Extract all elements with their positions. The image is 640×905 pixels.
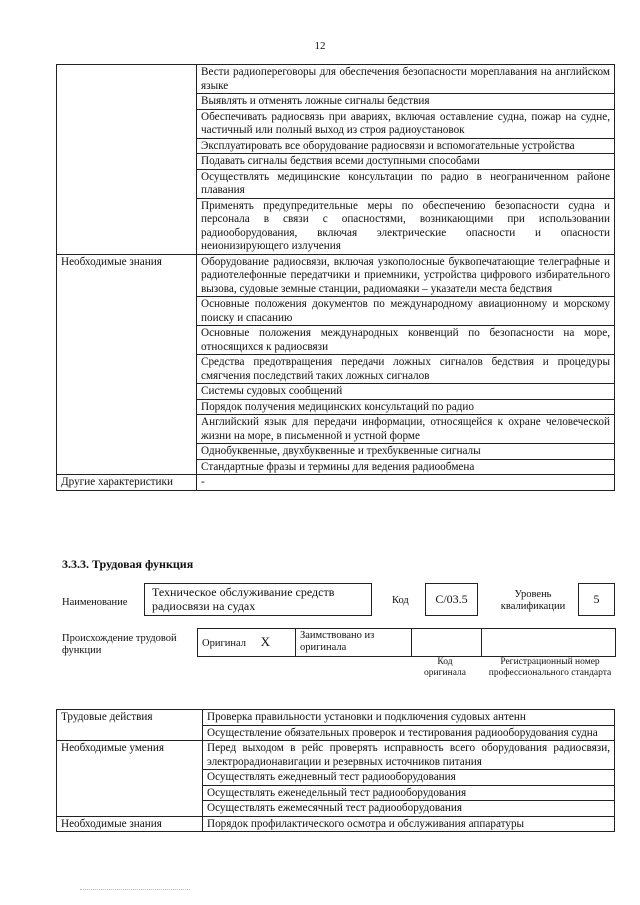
- level-value: 5: [593, 592, 600, 606]
- knowledge-row: [57, 254, 615, 297]
- skill-item: Эксплуатировать все оборудование радиосвязи и вспомогательные устройства: [197, 138, 615, 154]
- knowledge-label: Необходимые знания: [57, 816, 203, 832]
- skill-item: Выявлять и отменять ложные сигналы бедствия: [197, 94, 615, 110]
- skill-item: Перед выходом в рейс проверять исправность всего оборудования радиосвязи, электрорадионавигации и резервных источников питания: [203, 741, 615, 770]
- skill-item: Осуществлять ежедневный тест радиооборудования: [203, 770, 615, 786]
- code-original-cell: [412, 629, 482, 657]
- skill-row: [57, 65, 615, 94]
- top-requirements-table: [56, 64, 615, 491]
- page-number: 12: [314, 40, 326, 52]
- skill-item: Осуществлять ежемесячный тест радиооборудования: [203, 801, 615, 817]
- name-value: Техническое обслуживание средств радиосвязи на судах: [152, 585, 335, 613]
- skill-item: Применять предупредительные меры по обеспечению безопасности судна и персонала в связи с опасностями, возникающими при использовании радиооборудования, включая электрические опасности и опасности неионизирующего излучения: [197, 198, 615, 254]
- knowledge-row: [57, 816, 615, 832]
- knowledge-item: Английский язык для передачи информации, относящейся к охране человеческой жизни на море, в письменной и устной форме: [197, 415, 615, 444]
- skill-item: Подавать сигналы бедствия всеми доступными способами: [197, 154, 615, 170]
- skill-item: Вести радиопереговоры для обеспечения безопасности мореплавания на английском языке: [197, 65, 615, 94]
- knowledge-item: Порядок профилактического осмотра и обслуживания аппаратуры: [203, 816, 615, 832]
- level-label: Уровень квалификации: [500, 589, 566, 612]
- reg-number-caption: Регистрационный номер профессионального стандарта: [488, 657, 612, 678]
- bottom-function-table: [56, 709, 615, 832]
- skill-item: Обеспечивать радиосвязь при авариях, включая оставление судна, пожар на судне, частичный или полный выход из строя радиоустановок: [197, 109, 615, 138]
- borrowed-cell: [296, 629, 412, 657]
- action-row: [57, 710, 615, 726]
- action-item: Осуществление обязательных проверок и тестирования радиооборудования судна: [203, 725, 615, 741]
- knowledge-item: Средства предотвращения передачи ложных сигналов бедствия и процедуры смягчения последствий таких ложных сигналов: [197, 355, 615, 384]
- knowledge-item: Стандартные фразы и термины для ведения радиообмена: [197, 459, 615, 475]
- skill-row: [57, 741, 615, 770]
- other-label: Другие характеристики: [57, 475, 197, 491]
- knowledge-label: Необходимые знания: [57, 254, 197, 475]
- section-heading: 3.3.3. Трудовая функция: [62, 557, 194, 571]
- code-label: Код: [392, 595, 409, 606]
- knowledge-item: Однобуквенные, двухбуквенные и трехбуквенные сигналы: [197, 444, 615, 460]
- origin-table: [197, 628, 616, 657]
- original-cell: [198, 629, 296, 657]
- knowledge-item: Основные положения документов по международному авиационному и морскому поиску и спасанию: [197, 297, 615, 326]
- other-value: -: [197, 475, 615, 491]
- reg-number-cell: [482, 629, 616, 657]
- footer-divider: [80, 889, 190, 890]
- borrowed-label: Заимствовано из оригинала: [300, 630, 375, 653]
- actions-label: Трудовые действия: [57, 710, 203, 741]
- skill-item: Осуществлять медицинские консультации по радио в неограниченном районе плавания: [197, 169, 615, 198]
- knowledge-item: Системы судовых сообщений: [197, 384, 615, 400]
- original-mark: X: [260, 633, 271, 649]
- knowledge-item: Оборудование радиосвязи, включая узкополосные буквопечатающие телеграфные и радиотелефонные передатчики и приемники, устройства цифрового избирательного вызова, судовые земные станции, радиомаяки – указатели места бедствия: [197, 254, 615, 297]
- code-value: C/03.5: [435, 592, 468, 606]
- skills-label: Необходимые умения: [57, 741, 203, 817]
- original-label: Оригинал: [202, 637, 246, 649]
- action-item: Проверка правильности установки и подключения судовых антенн: [203, 710, 615, 726]
- name-label: Наименование: [62, 597, 128, 608]
- origin-label: Происхождение трудовой функции: [62, 633, 177, 656]
- skill-item: Осуществлять еженедельный тест радиооборудования: [203, 785, 615, 801]
- skills-label-cell: [57, 65, 197, 255]
- code-original-caption: Код оригинала: [424, 657, 466, 678]
- knowledge-item: Основные положения международных конвенций по безопасности на море, относящихся к радиосвязи: [197, 326, 615, 355]
- other-row: [57, 475, 615, 491]
- knowledge-item: Порядок получения медицинских консультаций по радио: [197, 399, 615, 415]
